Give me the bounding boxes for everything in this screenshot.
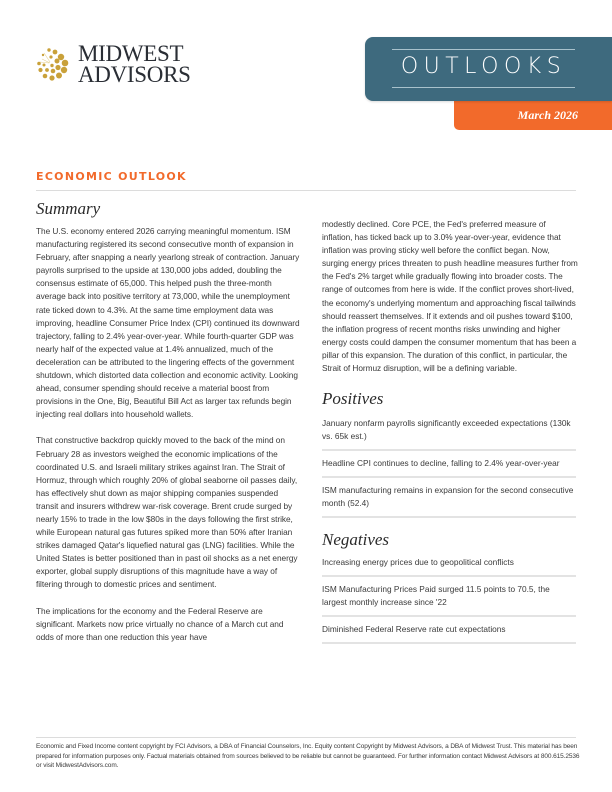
issue-date: March 2026 [517, 108, 578, 122]
footer-divider [36, 737, 576, 738]
logo-line-2: ADVISORS [78, 62, 191, 87]
banner-title: OUTLOOKS [400, 54, 567, 79]
banner-top-rule [392, 49, 575, 50]
banner-bottom-rule [392, 87, 575, 88]
company-logo [36, 43, 191, 85]
outlooks-banner [365, 37, 612, 101]
summary-paragraph-3: The implications for the economy and the Federal Reserve are significant. Markets now price virtually no chance of a March cut and odds of more than one reduction this year have [36, 605, 284, 642]
positive-item: January nonfarm payrolls significantly exceeded expectations (130k vs. 65k est.) [322, 411, 576, 451]
summary-paragraph-2: That constructive backdrop quickly moved to the back of the mind on February 28 as investors weighed the economic implications of the coordinated U.S. and Israeli military strikes against Iran. The Strait of Hormuz, through which roughly 20% of global seaborne oil passes daily, has effectively shut down as major shipping companies suspended transit and insurers withdrew war-risk coverage. Brent crude surged by nearly 15% to trade in the low $80s in the days following the first strike, while European natural gas futures spiked more than 50% after Iranian strikes damaged Qatar's liquefied natural gas (LNG) facilities. While the United States is better positioned than in past oil shocks as a net energy exporter, global supply disruptions of this magnitude have a way of filtering through to domestic prices and sentiment. [36, 435, 298, 590]
globe-dots-logo-icon [36, 47, 70, 81]
positives-list [322, 411, 578, 518]
positives-heading: Positives [322, 389, 384, 409]
left-column [36, 199, 300, 657]
footer-disclaimer: Economic and Fixed Income content copyright by FCI Advisors, a DBA of Financial Counselors, Inc. Equity content Copyright by Midwest Advisors, a DBA of Midwest Trust. This material has been prepared for information purposes only. Factual materials obtained from sources believed to be reliable but cannot be guaranteed. For further information contact Midwest Advisors at 800.615.2536 or visit MidwestAdvisors.com. [36, 743, 580, 770]
section-label: ECONOMIC OUTLOOK [36, 170, 187, 183]
logo-line-1: MIDWEST [78, 41, 184, 66]
positive-item: ISM manufacturing remains in expansion for the second consecutive month (52.4) [322, 478, 576, 518]
logo-wordmark [78, 43, 191, 85]
summary-paragraph-4: modestly declined. Core PCE, the Fed's preferred measure of inflation, has ticked back up to 3.0% year-over-year, evidence that inflation was proving sticky well before the conflict began. Now, surging energy prices threaten to push headline measures further from the Fed's 2% target while gradually flowing into broader costs. The range of outcomes from here is wide. If the conflict proves short-lived, the economy's underlying momentum and approaching fiscal tailwinds should reassert themselves. If it extends and oil pushes toward $100, the inflation progress of recent months risks unwinding and higher energy costs could dampen the consumer momentum that has been a pillar of this expansion. The duration of this conflict, in particular, the Strait of Hormuz disruption, will be a defining variable. [322, 219, 578, 374]
negatives-heading: Negatives [322, 530, 390, 550]
summary-heading: Summary [36, 199, 101, 218]
negative-item: ISM Manufacturing Prices Paid surged 11.5 points to 70.5, the largest monthly increase since '22 [322, 577, 576, 617]
right-column [322, 218, 578, 644]
negative-item: Increasing energy prices due to geopolitical conflicts [322, 550, 576, 577]
negative-item: Diminished Federal Reserve rate cut expectations [322, 617, 576, 644]
section-divider [36, 190, 576, 191]
date-tab [454, 100, 612, 130]
positive-item: Headline CPI continues to decline, falling to 2.4% year-over-year [322, 451, 576, 478]
summary-paragraph-1: The U.S. economy entered 2026 carrying meaningful momentum. ISM manufacturing registered its second consecutive month of expansion in February, after snapping a nearly yearlong streak of contraction. January payrolls surprised to the upside at 130,000 jobs added, doubling the consensus estimate of 65,000. This helped push the three-month average back into positive territory at 73,000, while the unemployment rate ticked down to 4.3%. At the same time employment data was improving, headline Consumer Price Index (CPI) continued its downward trajectory, falling to 2.4% year-over-year. While fourth-quarter GDP was nearly half of the expected value at 1.4% annualized, much of the deceleration can be attributed to the lingering effects of the government shutdown, which distorted data collection and economic activity. Looking ahead, consumer spending should receive a material boost from provisions in the One, Big, Beautiful Bill Act as larger tax refunds begin injecting real dollars into household wallets. [36, 226, 300, 420]
negatives-list [322, 550, 578, 644]
